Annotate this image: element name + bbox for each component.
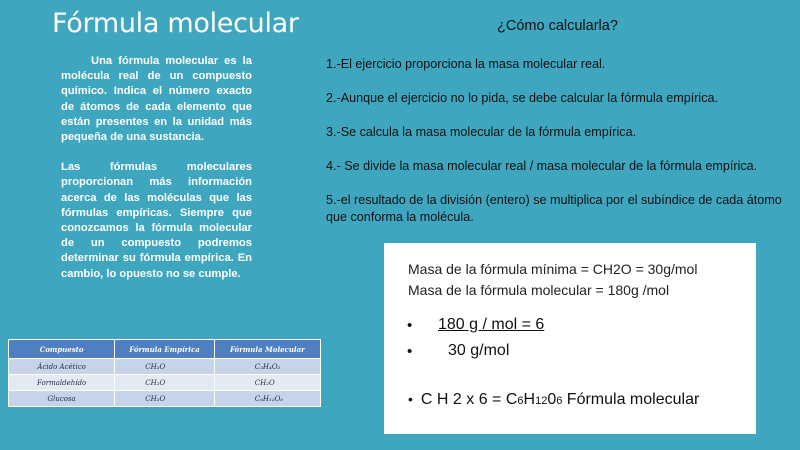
table-row: [9, 375, 320, 391]
cell-empirical: CH₂O: [115, 391, 215, 407]
molecular-mass-line: Masa de la fórmula molecular = 180g /mol: [408, 282, 670, 298]
step-2: 2.-Aunque el ejercicio no lo pida, se debe calcular la fórmula empírica.: [326, 91, 719, 105]
cell-compound: Ácido Acético: [9, 359, 115, 375]
cell-compound: Formaldehído: [9, 375, 115, 391]
how-to-title: ¿Cómo calcularla?: [497, 18, 618, 34]
definition-paragraph-1: Una fórmula molecular es la molécula real de un compuesto químico. Indica el número exacto de átomos de cada elemento que están presentes en la unidad más pequeña de una sustancia.: [61, 55, 252, 144]
header-compound: Compuesto: [9, 340, 115, 359]
bullet-icon: •: [407, 343, 413, 360]
cell-molecular: C₂H₄O₂: [214, 359, 320, 375]
final-suffix: Fórmula molecular: [562, 391, 700, 408]
header-molecular: Fórmula Molecular: [214, 340, 320, 359]
final-sub-6b: 6: [556, 395, 563, 407]
step-4: 4.- Se divide la masa molecular real / masa molecular de la fórmula empírica.: [326, 159, 758, 173]
bullet-icon: •: [407, 317, 413, 334]
division-numerator: 180 g / mol = 6: [438, 316, 545, 333]
slide-title: Fórmula molecular: [52, 8, 299, 39]
division-denominator: 30 g/mol: [448, 342, 510, 359]
header-empirical: Fórmula Empírica: [115, 340, 215, 359]
final-sub-12: 12: [535, 395, 548, 407]
table-row: [9, 359, 320, 375]
minimal-mass-line: Masa de la fórmula mínima = CH2O = 30g/mol: [408, 261, 698, 277]
step-5: 5.-el resultado de la división (entero) se multiplica por el subíndice de cada átomo que conforma la molécula.: [326, 193, 782, 224]
steps-list: [326, 56, 796, 243]
final-formula-line: [408, 391, 699, 409]
final-prefix: C H 2 x 6 = C: [420, 391, 518, 408]
final-sub-6a: 6: [517, 395, 524, 407]
final-h: H: [523, 391, 536, 408]
table-row: [9, 391, 320, 407]
final-o: 0: [547, 391, 557, 408]
definition-text: [61, 54, 252, 297]
cell-empirical: CH₂O: [115, 359, 215, 375]
step-3: 3.-Se calcula la masa molecular de la fórmula empírica.: [326, 125, 637, 139]
cell-molecular: C₆H₁₂O₆: [214, 391, 320, 407]
bullet-icon: •: [408, 391, 413, 407]
cell-empirical: CH₂O: [115, 375, 215, 391]
cell-compound: Glucosa: [9, 391, 115, 407]
cell-molecular: CH₂O: [214, 375, 320, 391]
definition-paragraph-2: Las fórmulas moleculares proporcionan más información acerca de las moléculas que las fórmulas empíricas. Siempre que conozcamos la fórmula molecular de un compuesto podremos determinar su fórmula empírica. En cambio, lo opuesto no se cumple.: [61, 161, 252, 280]
formula-table: [8, 339, 321, 407]
step-1: 1.-El ejercicio proporciona la masa molecular real.: [326, 57, 606, 71]
